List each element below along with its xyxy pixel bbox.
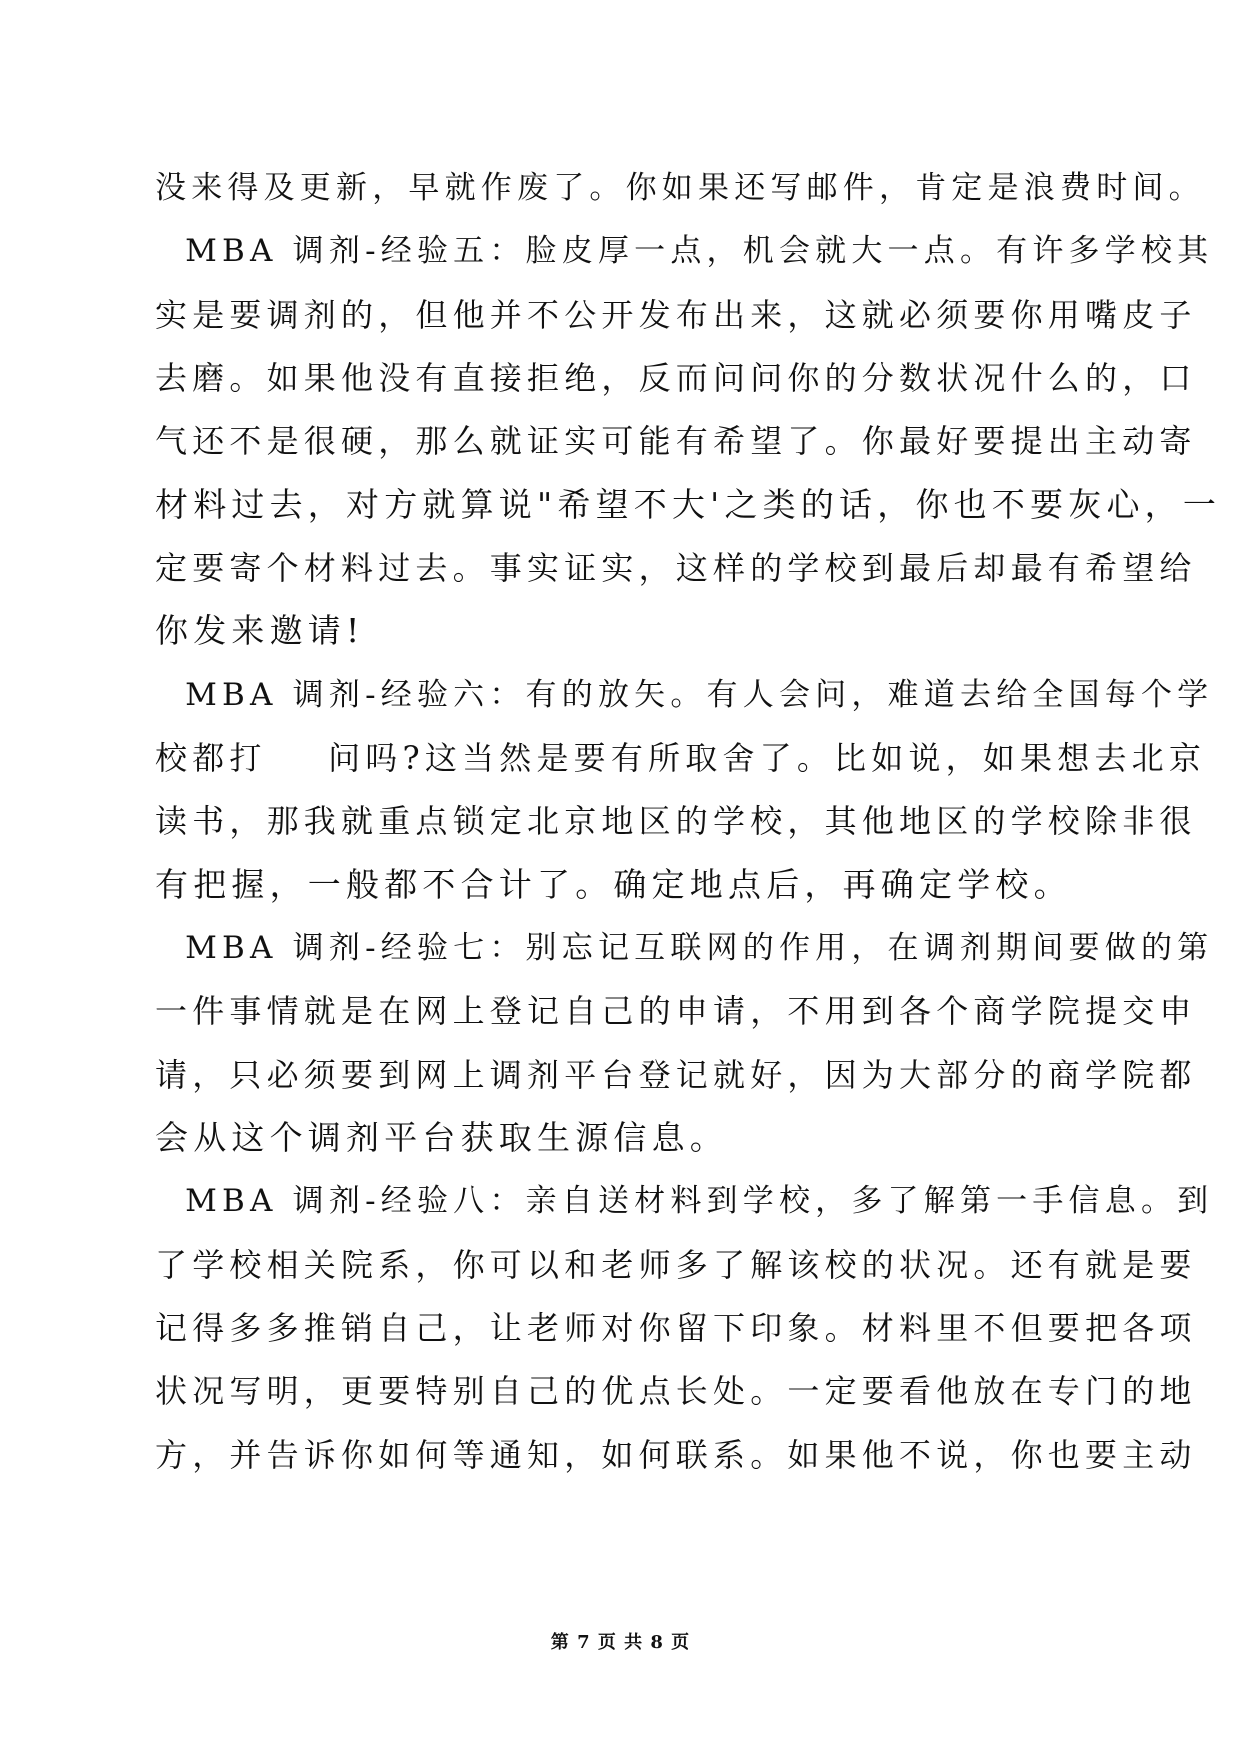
body-line-2: MBA 调剂-经验五：脸皮厚一点，机会就大一点。有许多学校其 [155,233,1214,269]
body-line-5: 气还不是很硬，那么就证实可能有希望了。你最好要提出主动寄 [155,422,1197,460]
body-line-3: 实是要调剂的，但他并不公开发布出来，这就必须要你用嘴皮子 [155,296,1197,334]
body-line-13: MBA 调剂-经验七：别忘记互联网的作用，在调剂期间要做的第 [155,930,1214,966]
body-line-20: 状况写明，更要特别自己的优点长处。一定要看他放在专门的地 [155,1372,1197,1410]
body-line-17: MBA 调剂-经验八：亲自送材料到学校，多了解第一手信息。到 [155,1183,1214,1219]
body-line-12: 有把握，一般都不合计了。确定地点后，再确定学校。 [155,865,1072,904]
body-line-15: 请，只必须要到网上调剂平台登记就好，因为大部分的商学院都 [155,1056,1197,1094]
body-line-16: 会从这个调剂平台获取生源信息。 [155,1118,728,1157]
body-line-4: 去磨。如果他没有直接拒绝，反而问问你的分数状况什么的，口 [155,359,1197,397]
body-line-19: 记得多多推销自己，让老师对你留下印象。材料里不但要把各项 [155,1309,1197,1347]
body-line-14: 一件事情就是在网上登记自己的申请，不用到各个商学院提交申 [155,992,1197,1030]
body-line-21: 方，并告诉你如何等通知，如何联系。如果他不说，你也要主动 [155,1436,1197,1474]
body-line-11: 读书，那我就重点锁定北京地区的学校，其他地区的学校除非很 [155,802,1197,840]
body-line-6: 材料过去，对方就算说"希望不大'之类的话，你也不要灰心，一 [155,485,1222,524]
body-line-7: 定要寄个材料过去。事实证实，这样的学校到最后却最有希望给 [155,549,1197,587]
body-line-18: 了学校相关院系，你可以和老师多了解该校的状况。还有就是要 [155,1246,1197,1284]
page-number-footer: 第 7 页 共 8 页 [550,1632,691,1653]
body-line-9: MBA 调剂-经验六：有的放矢。有人会问，难道去给全国每个学 [155,677,1214,713]
body-line-8: 你发来邀请! [155,611,365,650]
body-line-1: 没来得及更新，早就作废了。你如果还写邮件，肯定是浪费时间。 [155,170,1205,206]
body-line-10: 校都打 问吗?这当然是要有所取舍了。比如说，如果想去北京 [155,739,1207,777]
